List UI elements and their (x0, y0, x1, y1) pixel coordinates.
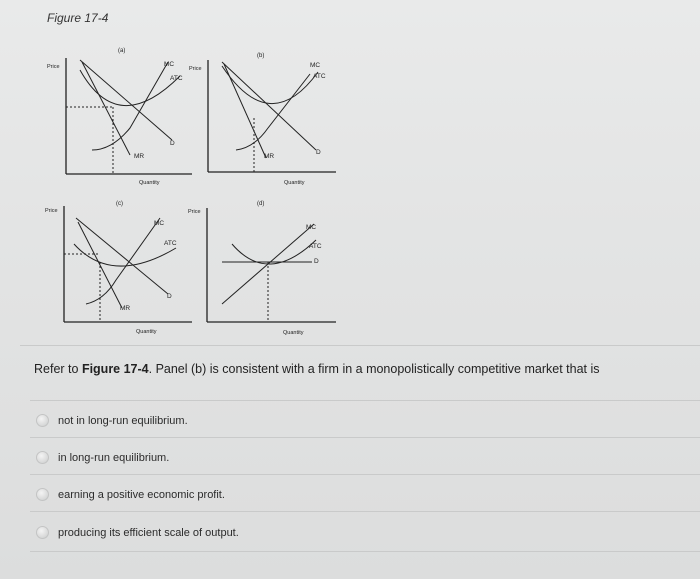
panel-b-quantity-label: Quantity (284, 180, 305, 186)
question-prefix: Refer to (34, 362, 82, 376)
panel-b-price-label: Price (189, 66, 202, 72)
panel-c-quantity-label: Quantity (136, 329, 157, 335)
radio-button[interactable] (36, 451, 49, 464)
option-label: earning a positive economic profit. (58, 488, 225, 501)
panel-b-atc-label: ATC (313, 73, 326, 80)
panel-b-demand-line (222, 62, 316, 150)
divider (30, 474, 700, 475)
divider (30, 551, 700, 552)
panel-c-mr-label: MR (120, 305, 131, 312)
option-label: in long-run equilibrium. (58, 451, 170, 464)
panel-d-atc-label: ATC (309, 243, 322, 250)
panel-b-mr-label: MR (264, 153, 275, 160)
panel-d-quantity-label: Quantity (283, 330, 304, 336)
panel-d-mc-label: MC (306, 224, 317, 231)
panel-b-atc-curve (222, 66, 318, 104)
panel-c-atc-curve (74, 244, 176, 266)
question-text (34, 362, 600, 376)
question-figure-ref: Figure 17-4 (81, 362, 149, 376)
panel-c-id: (c) (116, 201, 123, 207)
panel-b-id: (b) (257, 53, 265, 59)
panel-a-d-label: D (170, 140, 175, 147)
option-in-long-run-equilibrium[interactable] (36, 451, 169, 464)
divider (30, 437, 700, 438)
option-not-in-long-run-equilibrium[interactable] (36, 414, 188, 427)
panel-a-mr-label: MR (134, 153, 145, 160)
panel-c-demand-line (76, 218, 168, 294)
panel-b (189, 53, 336, 186)
panel-a (47, 48, 192, 186)
divider (30, 400, 700, 401)
option-efficient-scale[interactable] (36, 526, 239, 539)
panel-b-d-label: D (316, 149, 321, 156)
panel-c-price-label: Price (45, 208, 58, 214)
panel-c-d-label: D (167, 293, 172, 300)
divider (20, 345, 700, 346)
panel-d-d-label: D (314, 258, 319, 265)
panel-a-mc-label: MC (164, 61, 175, 68)
panel-c (45, 201, 192, 335)
radio-button[interactable] (36, 414, 49, 427)
figure-title: Figure 17-4 (47, 11, 109, 25)
option-earning-positive-profit[interactable] (36, 488, 225, 501)
panel-c-atc-label: ATC (164, 240, 177, 247)
panel-d (188, 201, 336, 336)
panel-c-mc-label: MC (154, 220, 165, 227)
panel-a-id: (a) (118, 48, 126, 54)
radio-button[interactable] (36, 526, 49, 539)
panel-a-mc-curve (92, 62, 168, 150)
panel-b-mc-label: MC (310, 62, 321, 69)
panel-d-atc-curve (232, 240, 316, 264)
option-label: not in long-run equilibrium. (58, 414, 188, 427)
panel-a-mr-line (82, 62, 130, 155)
panel-d-id: (d) (257, 201, 265, 207)
option-label: producing its efficient scale of output. (58, 526, 239, 539)
question-suffix: . Panel (b) is consistent with a firm in a monopolistically competitive market that is (148, 362, 600, 376)
panel-a-quantity-label: Quantity (139, 180, 160, 186)
panel-a-demand-line (80, 60, 175, 140)
panel-a-price-label: Price (47, 64, 60, 70)
radio-button[interactable] (36, 488, 49, 501)
panel-a-atc-label: ATC (170, 75, 183, 82)
divider (30, 511, 700, 512)
panel-d-price-label: Price (188, 209, 201, 215)
